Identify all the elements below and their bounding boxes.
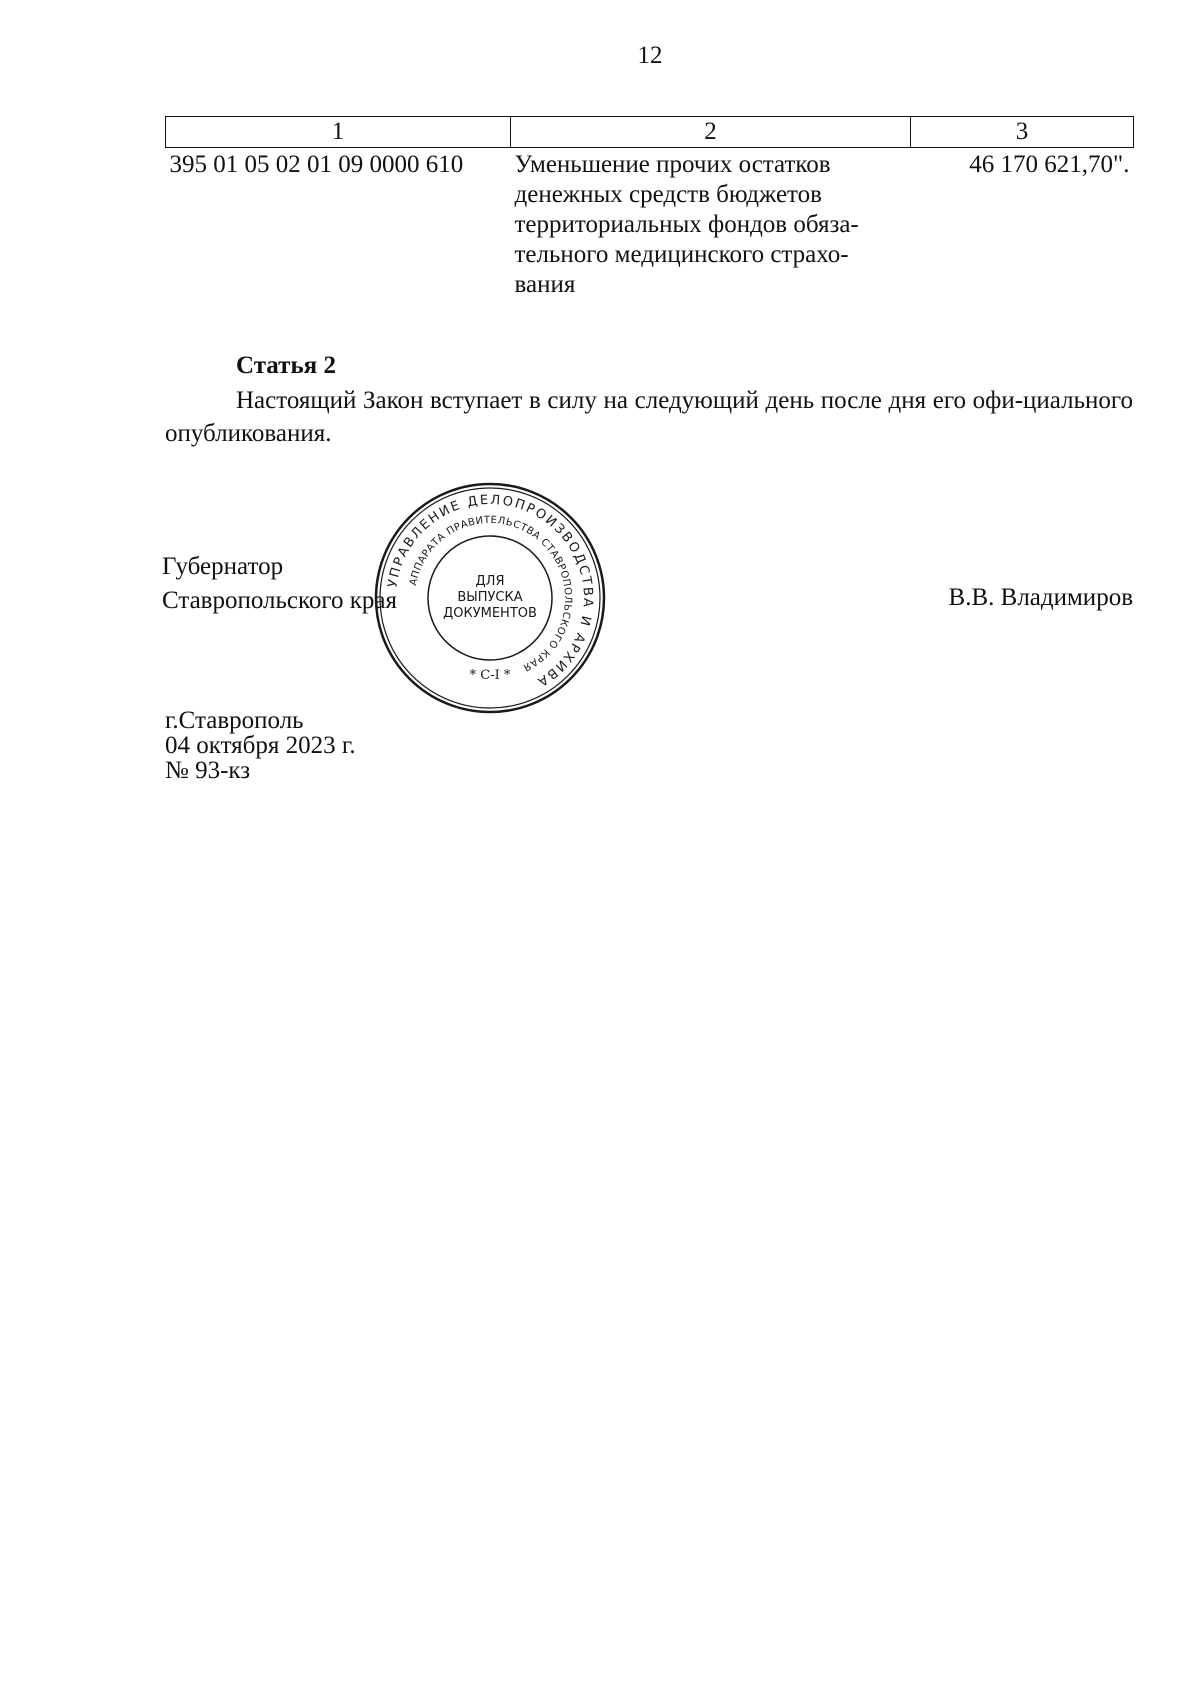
stamp-center-line1: ДЛЯ [475,574,505,589]
table-row [166,148,1134,301]
stamp-outer-text: УПРАВЛЕНИЕ ДЕЛОПРОИЗВОДСТВА И АРХИВА [385,492,596,690]
budget-amount-cell: 46 170 621,70". [969,151,1130,178]
column-header-1: 1 [166,117,511,148]
signatory-title [162,550,397,618]
article-title: Статья 2 [236,352,336,379]
signing-info [165,708,356,783]
column-header-2: 2 [511,117,911,148]
signatory-title-line2: Ставропольского края [162,587,397,614]
signatory-title-line1: Губернатор [162,553,284,580]
stamp-inner-text: АППАРАТА ПРАВИТЕЛЬСТВА СТАВРОПОЛЬСКОГО КРАЯ [408,514,574,673]
signing-city: г.Ставрополь [165,707,304,734]
stamp-center-line2: ВЫПУСКА [457,590,523,605]
law-number: № 93-кз [165,757,251,784]
article-text: Настоящий Закон вступает в силу на следующий день после дня его офи-циального опубликования. [165,387,1133,447]
stamp-center-line3: ДОКУМЕНТОВ [443,606,537,621]
signing-date: 04 октября 2023 г. [165,732,356,759]
official-stamp [373,481,607,715]
budget-name-cell: Уменьшение прочих остатков денежных средств бюджетов территориальных фондов обяза-тельного медицинского страхо-вания [514,151,859,298]
table-header-row [166,117,1134,148]
budget-code-cell: 395 01 05 02 01 09 0000 610 [169,151,464,178]
page-number: 12 [637,42,663,69]
signatory-name: В.В. Владимиров [948,584,1133,611]
column-header-3: 3 [911,117,1134,148]
stamp-code: * С-I * [469,668,511,683]
budget-table [165,116,1134,300]
